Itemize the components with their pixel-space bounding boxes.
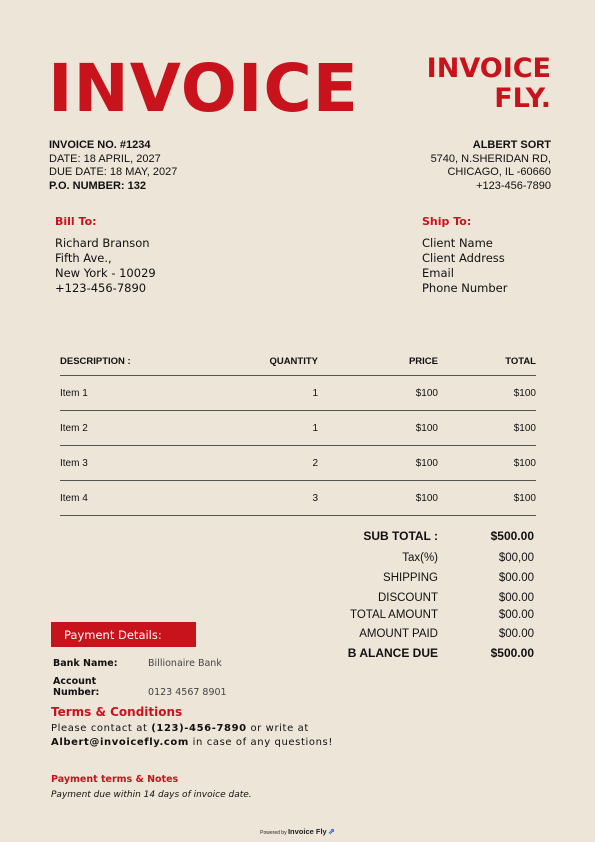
brand-line-2: FLY.: [494, 83, 551, 114]
seller-name: ALBERT SORT: [472, 139, 551, 151]
bill-to-section: [55, 215, 156, 296]
contact-email: Albert@invoicefly.com: [51, 737, 189, 748]
cell-description: Item 2: [60, 422, 88, 434]
terms-line-2: [51, 736, 333, 750]
ship-to-section: [422, 215, 507, 296]
cell-description: Item 3: [60, 457, 88, 469]
cell-quantity: 1: [312, 387, 318, 399]
invoice-due-date: DUE DATE: 18 MAY, 2027: [49, 166, 178, 178]
tax-value: $00,00: [498, 551, 534, 564]
cell-price: $100: [415, 422, 438, 434]
bill-to-label: Bill To:: [55, 215, 97, 228]
cell-price: $100: [415, 387, 438, 399]
invoice-meta: [49, 139, 177, 193]
subtotal-label: SUB TOTAL :: [363, 528, 438, 543]
brand-line-1: INVOICE: [426, 53, 551, 84]
total-amount-row: [340, 605, 536, 624]
table-row: [60, 411, 536, 446]
powered-brand: Invoice Fly: [287, 827, 327, 836]
cell-description: Item 1: [60, 387, 88, 399]
account-number-row: [53, 676, 227, 698]
invoice-title: INVOICE: [48, 50, 359, 127]
total-amount-value: $00.00: [498, 608, 534, 621]
tax-label: Tax(%): [402, 551, 438, 564]
header-description: DESCRIPTION :: [60, 356, 131, 367]
ship-to-line: Client Address: [422, 251, 505, 265]
terms-text: [51, 722, 333, 750]
ship-to-line: Phone Number: [422, 281, 508, 295]
subtotal-value: $500.00: [490, 528, 534, 543]
seller-phone: +123-456-7890: [476, 179, 551, 192]
terms-suffix-2: in case of any questions!: [188, 737, 333, 748]
bill-to-line: New York - 10029: [55, 266, 156, 280]
ship-to-address: [422, 236, 507, 296]
terms-prefix: Please contact at: [51, 723, 152, 734]
payment-details-heading: Payment Details:: [51, 622, 196, 647]
shipping-label: SHIPPING: [383, 571, 438, 584]
items-table: [60, 348, 536, 516]
bank-name-label: Bank Name:: [53, 658, 118, 669]
seller-address-1: 5740, N.SHERIDAN RD,: [430, 152, 551, 165]
ship-to-line: Client Name: [422, 236, 493, 250]
ship-to-label: Ship To:: [422, 215, 472, 228]
cell-total: $100: [513, 387, 536, 399]
total-amount-label: TOTAL AMOUNT: [350, 608, 438, 621]
bank-name-value: Billionaire Bank: [148, 658, 222, 669]
shipping-value: $00.00: [498, 571, 534, 584]
balance-due-value: $500.00: [490, 645, 534, 660]
bill-to-line: +123-456-7890: [55, 281, 147, 295]
bank-name-row: [53, 658, 222, 669]
tax-row: [340, 548, 536, 567]
notes-text: Payment due within 14 days of invoice date.: [51, 790, 252, 800]
bill-to-line: Richard Branson: [55, 236, 150, 250]
cell-total: $100: [513, 492, 536, 504]
table-row: [60, 376, 536, 411]
subtotal-row: [340, 526, 536, 545]
notes-title: Payment terms & Notes: [51, 774, 179, 785]
powered-by-footer: [0, 827, 595, 836]
cell-price: $100: [415, 457, 438, 469]
account-number-value: 0123 4567 8901: [148, 687, 227, 698]
cell-total: $100: [513, 457, 536, 469]
cell-total: $100: [513, 422, 536, 434]
discount-label: DISCOUNT: [377, 591, 438, 604]
header-price: PRICE: [408, 356, 438, 367]
shipping-row: [340, 568, 536, 587]
cell-quantity: 3: [312, 492, 318, 504]
terms-line-1: [51, 722, 333, 736]
amount-paid-label: AMOUNT PAID: [359, 627, 438, 640]
table-header: [60, 348, 536, 376]
invoice-number: INVOICE NO. #1234: [49, 139, 151, 151]
bill-to-address: [55, 236, 156, 296]
cell-quantity: 2: [312, 457, 318, 469]
contact-phone: (123)-456-7890: [151, 723, 247, 734]
brand-logo: [427, 54, 551, 114]
seller-address-2: CHICAGO, IL -60660: [447, 166, 551, 178]
account-number-label: Account Number:: [53, 676, 100, 698]
ship-to-line: Email: [422, 266, 454, 280]
cell-price: $100: [415, 492, 438, 504]
discount-value: $00.00: [498, 591, 534, 604]
totals-summary: [340, 526, 536, 662]
header-total: TOTAL: [505, 356, 536, 367]
terms-suffix: or write at: [246, 723, 309, 734]
brand-logo-icon: ⇗: [328, 827, 335, 836]
cell-description: Item 4: [60, 492, 88, 504]
amount-paid-value: $00.00: [498, 627, 534, 640]
po-number: P.O. NUMBER: 132: [49, 179, 146, 192]
table-row: [60, 446, 536, 481]
amount-paid-row: [340, 624, 536, 643]
balance-due-row: [340, 643, 536, 662]
table-row: [60, 481, 536, 516]
cell-quantity: 1: [312, 422, 318, 434]
bill-to-line: Fifth Ave.,: [55, 251, 112, 265]
balance-due-label: B ALANCE DUE: [347, 645, 438, 660]
seller-info: [431, 139, 551, 193]
header-quantity: QUANTITY: [269, 356, 318, 367]
terms-title: Terms & Conditions: [51, 705, 183, 719]
powered-prefix: Powered by: [260, 830, 287, 836]
invoice-date: DATE: 18 APRIL, 2027: [49, 152, 161, 165]
